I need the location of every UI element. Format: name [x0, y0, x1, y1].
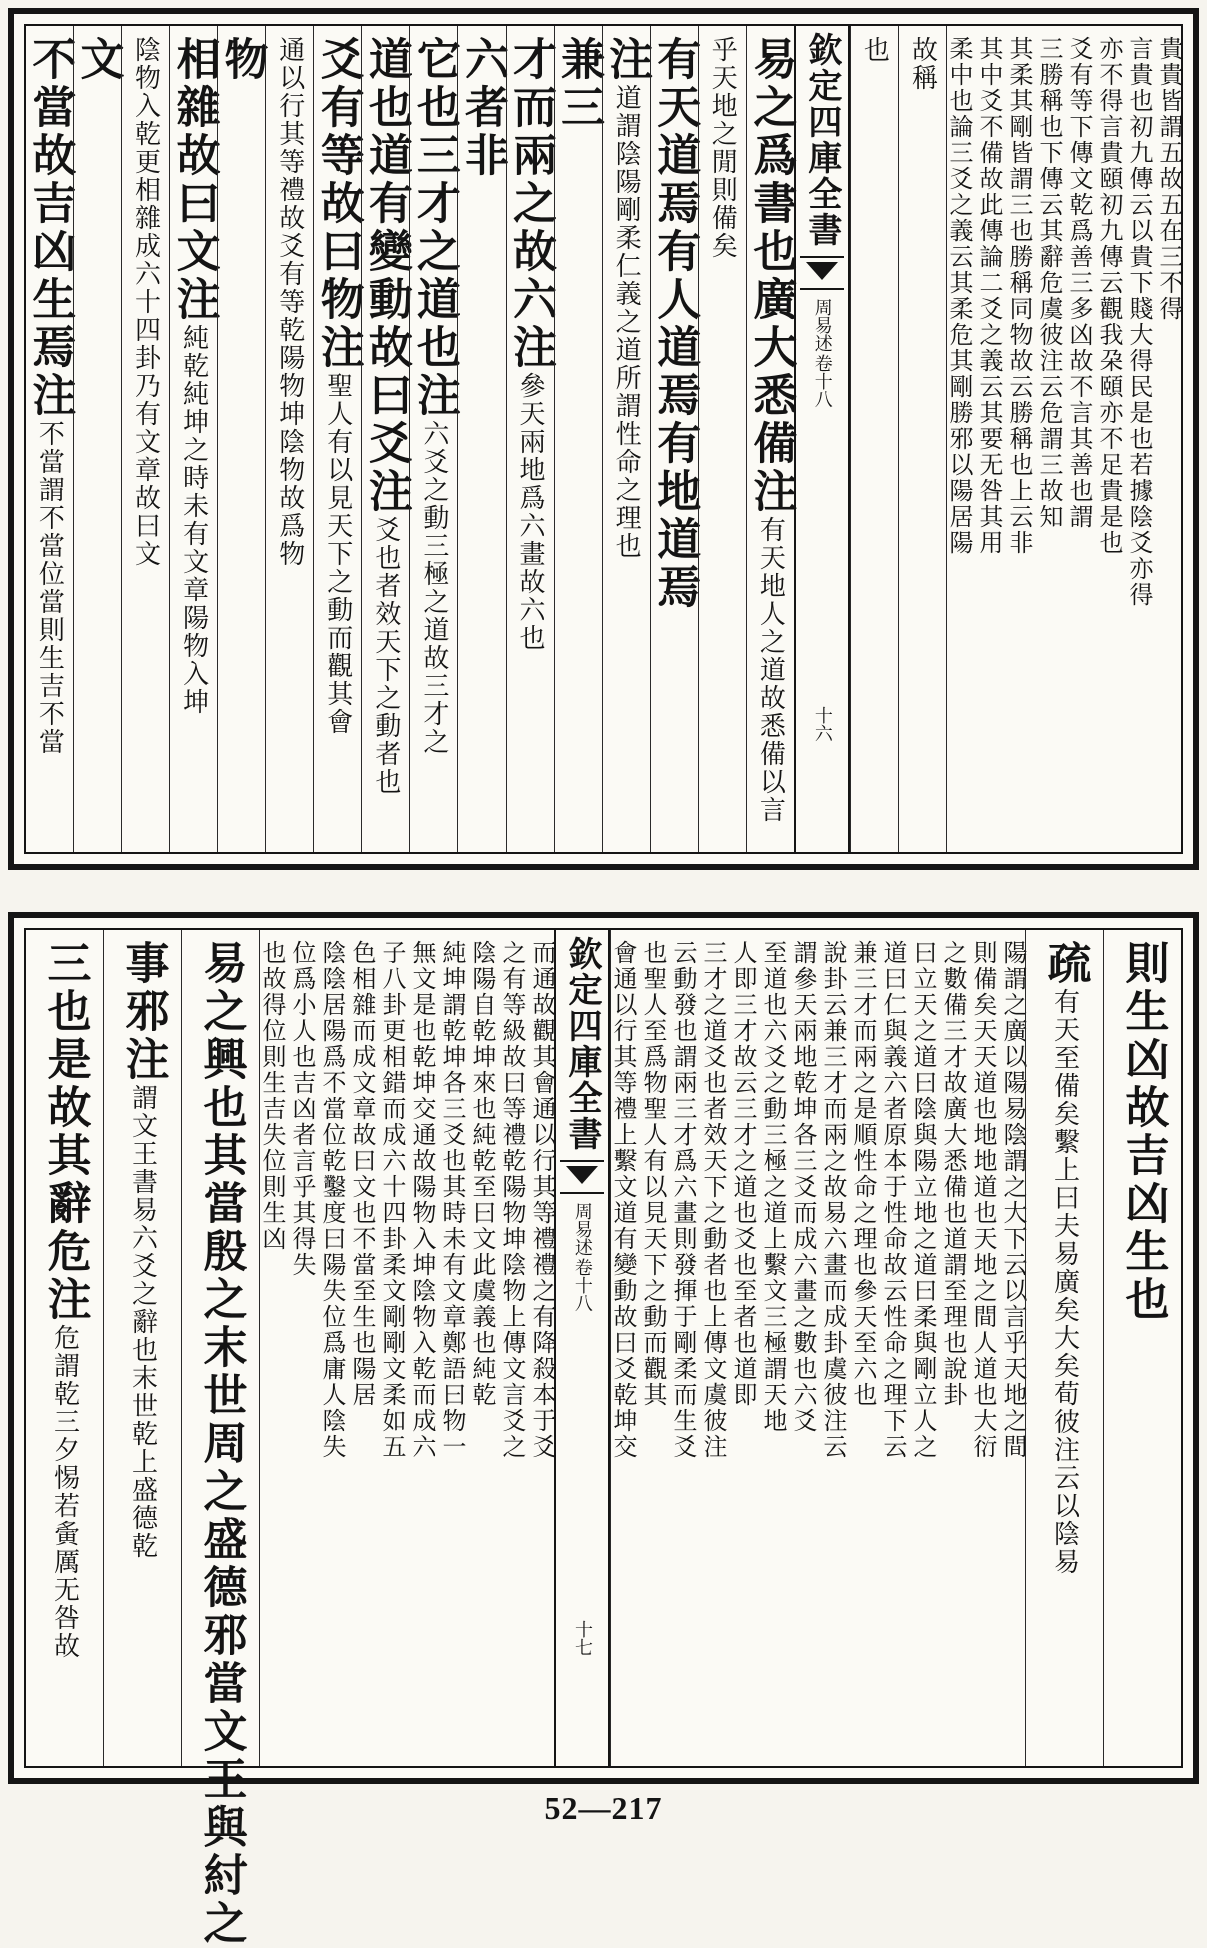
commentary-line: 而通故觀其會通以行其等禮禮之有降殺本于爻 [528, 940, 556, 1460]
text-column [168, 26, 220, 852]
text-column [898, 26, 946, 852]
annotation-text: 陰物入乾更相雜成六十四卦乃有文章故曰文 [130, 36, 161, 568]
main-text: 疏 [1039, 940, 1091, 988]
commentary-line: 會通以行其等禮上繫文道有變動故曰爻乾坤交 [609, 940, 637, 1460]
leaf-number: 十七 [572, 1620, 593, 1656]
commentary-column [946, 26, 1181, 852]
commentary-line: 至道也六爻之動三極之道上繫文三極謂天地 [759, 940, 787, 1434]
main-text: 三也是故其辭危注 [39, 940, 91, 1324]
text-column [745, 26, 797, 852]
commentary-line: 爻有等下傳文乾爲善三多凶故不言其善也謂 [1065, 36, 1093, 530]
main-text: 事邪注 [117, 940, 169, 1084]
main-text: 爻有等故曰物注 [312, 36, 364, 372]
text-column [456, 26, 508, 852]
text-column [1103, 930, 1181, 1766]
annotation-text: 故稱 [907, 36, 938, 92]
main-text: 文 [72, 36, 124, 84]
section-label [572, 1202, 592, 1312]
text-column [360, 26, 412, 852]
text-column [505, 26, 557, 852]
annotation-text: 不當謂不當位當則生吉不當 [34, 420, 65, 756]
section-name: 周易述 [811, 298, 833, 352]
commentary-line: 三勝稱也下傳云其辭危虞彼注云危謂三故知 [1035, 36, 1063, 530]
commentary-line: 陰陰居陽爲不當位乾鑿度曰陽失位爲庸人陰失 [318, 940, 346, 1460]
commentary-line: 陽謂之廣以陽易陰謂之大下云以言乎天地之間 [999, 940, 1027, 1460]
text-column [698, 26, 746, 852]
text-column [72, 26, 124, 852]
commentary-line: 說卦云兼三才而兩之故易六畫而成卦虞彼注云 [819, 940, 847, 1460]
main-text: 注 [601, 36, 653, 84]
section-name: 周易述 [571, 1202, 593, 1256]
fish-tail-icon [560, 1160, 604, 1194]
annotation-text: 爻也者效天下之動者也 [370, 516, 401, 796]
text-column [216, 26, 268, 852]
commentary-line: 純坤謂乾坤各三爻也其時未有文章鄭語曰物一 [438, 940, 466, 1460]
commentary-line: 亦不得言貴頤初九傳云觀我朶頤亦不足貴是也 [1095, 36, 1123, 556]
annotation-text: 通以行其等禮故爻有等乾陽物坤陰物故爲物 [274, 36, 305, 568]
fish-tail-icon [800, 256, 844, 290]
annotation-text: 有天地人之道故悉備以言 [755, 516, 786, 824]
volume-label: 卷十八 [571, 1258, 593, 1312]
text-column [265, 26, 313, 852]
main-text: 六者非 [456, 36, 508, 180]
top-page [8, 8, 1199, 870]
text-column [103, 930, 181, 1766]
text-column [649, 26, 701, 852]
book-title: 欽定四庫全書 [801, 32, 842, 248]
annotation-text: 乎天地之閒則備矣 [707, 36, 738, 260]
annotation-text: 謂文王書易六爻之辭也末世乾上盛德乾 [127, 1084, 158, 1560]
leaf-number: 十六 [811, 706, 833, 742]
commentary-column [610, 930, 1025, 1766]
text-column [408, 26, 460, 852]
commentary-line: 曰立天之道曰陰與陽立地之道曰柔與剛立人之 [909, 940, 937, 1460]
text-column [601, 26, 653, 852]
commentary-line: 道曰仁與義六者原本于性命故云性命之理下云 [879, 940, 907, 1460]
main-text: 道也道有變動故曰爻注 [360, 36, 412, 516]
annotation-text: 六爻之動三極之道故三才之 [418, 420, 449, 756]
commentary-line: 陰陽自乾坤來也純乾至曰文此虞義也純乾 [468, 940, 496, 1408]
commentary-line: 也聖人至爲物聖人有以見天下之動而觀其 [639, 940, 667, 1408]
commentary-line: 柔中也論三爻之義云其柔危其剛勝邪以陽居陽 [945, 36, 973, 556]
commentary-line: 之數備三才故廣大悉備也道謂至理也說卦 [939, 940, 967, 1408]
annotation-text: 危謂乾三夕惕若夤厲无咎故 [49, 1324, 80, 1660]
main-text: 易之爲書也廣大悉備注 [745, 36, 797, 516]
commentary-line: 言貴也初九傳云以貴下賤大得民是也若據陰爻亦得 [1125, 36, 1153, 608]
commentary-line: 之有等級故曰等禮乾陽物坤陰物上傳文言爻之 [498, 940, 526, 1460]
main-text: 相雜故曰文注 [168, 36, 220, 324]
center-gutter [554, 930, 610, 1766]
top-page-frame [24, 24, 1183, 854]
commentary-line: 人即三才故云三才之道也爻也至者也道即 [729, 940, 757, 1408]
annotation-text: 純乾純坤之時未有文章陽物入坤 [178, 324, 209, 716]
section-label [812, 298, 832, 408]
text-column [850, 26, 898, 852]
text-column [121, 26, 169, 852]
annotation-text: 參天兩地爲六畫故六也 [515, 372, 546, 652]
annotation-text: 聖人有以見天下之動而觀其會 [322, 372, 353, 736]
commentary-column [259, 930, 554, 1766]
commentary-line: 則備矣天天道也地地道也天地之間人道也大衍 [969, 940, 997, 1460]
text-column [26, 930, 103, 1766]
commentary-line: 位爲小人也吉凶者言乎其得失 [288, 940, 316, 1278]
commentary-line: 無文是也乾坤交通故陽物入坤陰物入乾而成六 [408, 940, 436, 1460]
annotation-text: 也 [859, 36, 890, 64]
commentary-line: 其中爻不備故此傳論二爻之義云其要无咎其用 [975, 36, 1003, 556]
annotation-text: 道謂陰陽剛柔仁義之道所謂性命之理也 [611, 84, 642, 560]
center-gutter [794, 26, 850, 852]
text-column [553, 26, 605, 852]
commentary-line: 也故得位則生吉失位則生凶 [258, 940, 286, 1252]
text-column [181, 930, 259, 1948]
commentary-line: 色相雜而成文章故曰文也不當至生也陽居 [348, 940, 376, 1408]
page-footer-number: 52—217 [544, 1790, 663, 1826]
text-column [1025, 930, 1103, 1766]
annotation-text: 有天至備矣繫上曰夫易廣矣大矣荀彼注云以陰易 [1049, 988, 1080, 1576]
commentary-line: 謂參天兩地乾坤各三爻而成六畫之數也六爻 [789, 940, 817, 1434]
text-column [312, 26, 364, 852]
volume-label: 卷十八 [811, 354, 833, 408]
commentary-line: 兼三才而兩之是順性命之理也參天至六也 [849, 940, 877, 1408]
main-text: 它也三才之道也注 [408, 36, 460, 420]
main-text: 則生凶故吉凶生也 [1117, 940, 1169, 1324]
commentary-line: 云動發也謂兩三才爲六畫則發揮于剛柔而生爻 [669, 940, 697, 1460]
text-column [24, 26, 76, 852]
commentary-line: 子八卦更相錯而成六十四卦柔文剛剛文柔如五 [378, 940, 406, 1460]
book-title: 欽定四庫全書 [562, 936, 602, 1152]
main-text: 物 [216, 36, 268, 84]
commentary-line: 貴貴皆謂五故五在三不得 [1155, 36, 1183, 322]
main-text: 兼三 [553, 36, 605, 132]
main-text: 才而兩之故六注 [505, 36, 557, 372]
main-text: 易之興也其當殷之末世周之盛德邪當文王與紂之 [195, 940, 247, 1948]
commentary-line: 三才之道爻也者效天下之動者也上傳文虞彼注 [699, 940, 727, 1460]
main-text: 不當故吉凶生焉注 [24, 36, 76, 420]
commentary-line: 其柔其剛皆謂三也勝稱同物故云勝稱也上云非 [1005, 36, 1033, 556]
main-text: 有天道焉有人道焉有地道焉 [649, 36, 701, 612]
